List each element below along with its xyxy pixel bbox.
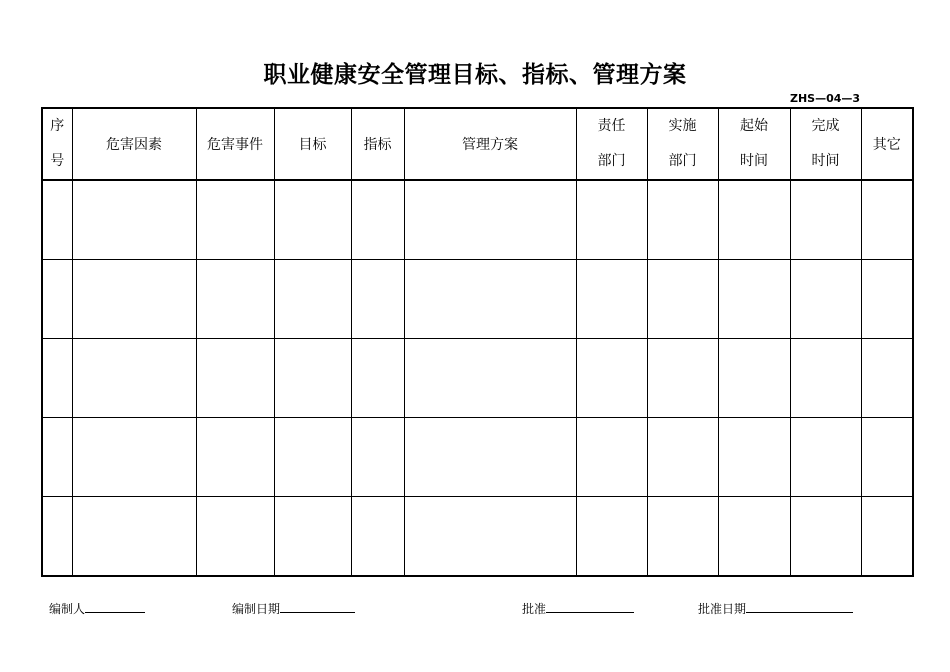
table-cell[interactable] <box>790 497 861 577</box>
table-body <box>42 180 913 576</box>
table-row <box>42 497 913 577</box>
footer-label: 批准 <box>522 602 547 616</box>
management-plan-table <box>41 107 914 577</box>
header-label: 部门 <box>668 153 697 169</box>
header-hazard-factor <box>72 108 196 180</box>
table-cell[interactable] <box>351 339 404 418</box>
header-label: 部门 <box>597 153 626 169</box>
table-cell[interactable] <box>42 260 72 339</box>
table-cell[interactable] <box>647 339 718 418</box>
table-cell[interactable] <box>718 339 790 418</box>
table-row <box>42 418 913 497</box>
table-cell[interactable] <box>861 497 913 577</box>
table-cell[interactable] <box>196 418 274 497</box>
header-serial-no <box>42 108 72 180</box>
header-label: 号 <box>50 153 65 169</box>
table-cell[interactable] <box>647 180 718 260</box>
table-cell[interactable] <box>196 339 274 418</box>
table-cell[interactable] <box>196 497 274 577</box>
header-target <box>351 108 404 180</box>
table-cell[interactable] <box>790 418 861 497</box>
table-header-row <box>42 108 913 180</box>
table-cell[interactable] <box>351 497 404 577</box>
table-cell[interactable] <box>72 180 196 260</box>
header-completion-time <box>790 108 861 180</box>
table-cell[interactable] <box>576 180 647 260</box>
table-cell[interactable] <box>647 497 718 577</box>
header-implementing-dept <box>647 108 718 180</box>
footer-prepared-by <box>49 600 145 617</box>
header-label: 完成 <box>811 118 840 134</box>
prepared-by-field[interactable] <box>85 600 145 613</box>
table-cell[interactable] <box>196 260 274 339</box>
table-cell[interactable] <box>790 339 861 418</box>
header-label: 起始 <box>740 118 768 134</box>
table-cell[interactable] <box>274 180 351 260</box>
approved-field[interactable] <box>546 600 634 613</box>
header-label: 序 <box>50 118 65 134</box>
table-cell[interactable] <box>718 497 790 577</box>
header-other <box>861 108 913 180</box>
header-management-plan <box>404 108 576 180</box>
table-cell[interactable] <box>404 339 576 418</box>
table-cell[interactable] <box>196 180 274 260</box>
table-cell[interactable] <box>274 418 351 497</box>
table-cell[interactable] <box>404 497 576 577</box>
table-cell[interactable] <box>647 418 718 497</box>
approved-date-field[interactable] <box>746 600 853 613</box>
table-cell[interactable] <box>861 260 913 339</box>
header-label: 实施 <box>668 118 697 134</box>
header-label: 时间 <box>811 153 840 169</box>
table-cell[interactable] <box>42 418 72 497</box>
table-cell[interactable] <box>647 260 718 339</box>
table-row <box>42 260 913 339</box>
header-label: 危害事件 <box>207 137 263 153</box>
table-cell[interactable] <box>861 339 913 418</box>
header-hazard-event <box>196 108 274 180</box>
footer-prepared-date <box>232 600 355 617</box>
table-cell[interactable] <box>718 260 790 339</box>
table-cell[interactable] <box>576 418 647 497</box>
header-label: 其它 <box>872 137 901 153</box>
table-cell[interactable] <box>72 497 196 577</box>
header-label: 责任 <box>597 118 626 134</box>
table-cell[interactable] <box>42 339 72 418</box>
table-cell[interactable] <box>72 418 196 497</box>
header-label: 目标 <box>298 137 327 153</box>
table-cell[interactable] <box>718 418 790 497</box>
table-cell[interactable] <box>42 180 72 260</box>
footer-label: 编制人 <box>49 602 86 616</box>
table-cell[interactable] <box>42 497 72 577</box>
table-cell[interactable] <box>72 260 196 339</box>
header-label: 时间 <box>740 153 768 169</box>
table-cell[interactable] <box>790 260 861 339</box>
table-cell[interactable] <box>576 339 647 418</box>
table-cell[interactable] <box>790 180 861 260</box>
document-code: ZHS—04—3 <box>790 92 861 105</box>
table-cell[interactable] <box>274 260 351 339</box>
table-cell[interactable] <box>404 418 576 497</box>
table-cell[interactable] <box>404 260 576 339</box>
table-cell[interactable] <box>274 497 351 577</box>
table-cell[interactable] <box>351 180 404 260</box>
footer-label: 批准日期 <box>698 602 747 616</box>
table-row <box>42 339 913 418</box>
table-row <box>42 180 913 260</box>
header-label: 管理方案 <box>462 137 518 153</box>
table-cell[interactable] <box>861 180 913 260</box>
header-objective <box>274 108 351 180</box>
header-label: 指标 <box>363 137 392 153</box>
prepared-date-field[interactable] <box>280 600 355 613</box>
table-cell[interactable] <box>351 418 404 497</box>
footer-label: 编制日期 <box>232 602 281 616</box>
header-start-time <box>718 108 790 180</box>
table-cell[interactable] <box>576 260 647 339</box>
table-cell[interactable] <box>72 339 196 418</box>
header-responsible-dept <box>576 108 647 180</box>
header-label: 危害因素 <box>106 137 162 153</box>
table-cell[interactable] <box>861 418 913 497</box>
footer-approved <box>522 600 634 617</box>
table-cell[interactable] <box>351 260 404 339</box>
table-cell[interactable] <box>576 497 647 577</box>
document-title: 职业健康安全管理目标、指标、管理方案 <box>263 62 687 88</box>
footer-approved-date <box>698 600 853 617</box>
table-cell[interactable] <box>718 180 790 260</box>
table-cell[interactable] <box>274 339 351 418</box>
table-cell[interactable] <box>404 180 576 260</box>
